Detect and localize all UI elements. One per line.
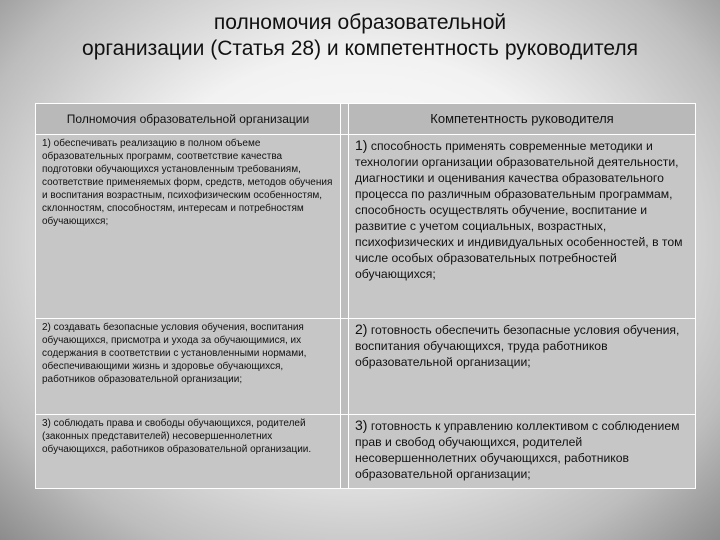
column-gap xyxy=(341,319,349,415)
competence-text-1: способность применять современные методики и технологии организации образовательной деятельности, диагностики и оценивания качества образовательного процесса по различным образовательным программам, способность осуществлять обучение, воспитание и развитие с учетом социальных, возрастных, психофизических и индивидуальных особенностей, в том числе особых образовательных потребностей обучающихся; xyxy=(355,139,683,281)
title-line-2: организации (Статья 28) и компетентность руководителя xyxy=(82,37,638,60)
column-gap xyxy=(341,104,349,135)
column-gap xyxy=(341,135,349,319)
powers-cell-3: 3) соблюдать права и свободы обучающихся, родителей (законных представителей) несовершеннолетних обучающихся, работников образовательной организации. xyxy=(36,415,341,489)
competence-number-2: 2) xyxy=(355,321,368,337)
competence-cell-2 xyxy=(349,319,696,415)
comparison-table xyxy=(35,103,696,489)
competence-text-3: готовность к управлению коллективом с соблюдением прав и свобод обучающихся, родителей несовершеннолетних обучающихся, работников образовательной организации; xyxy=(355,419,680,481)
table-header-row xyxy=(36,104,696,135)
competence-cell-1 xyxy=(349,135,696,319)
header-competence: Компетентность руководителя xyxy=(349,104,696,135)
powers-cell-1: 1) обеспечивать реализацию в полном объеме образовательных программ, соответствие качества подготовки обучающихся установленным требованиям, соответствие применяемых форм, средств, методов обучения и воспитания возрастным, психофизическим особенностям, склонностям, способностям, интересам и потребностям обучающихся; xyxy=(36,135,341,319)
table-row xyxy=(36,135,696,319)
competence-number-1: 1) xyxy=(355,137,368,153)
table-row xyxy=(36,319,696,415)
title-line-1: полномочия образовательной xyxy=(213,11,507,34)
table-row xyxy=(36,415,696,489)
slide-title xyxy=(0,10,720,62)
competence-number-3: 3) xyxy=(355,417,368,433)
competence-text-2: готовность обеспечить безопасные условия обучения, воспитания обучающихся, труда работников образовательной организации; xyxy=(355,323,680,369)
powers-cell-2: 2) создавать безопасные условия обучения, воспитания обучающихся, присмотра и ухода за обучающимися, их содержания в соответствии с установленными нормами, обеспечивающими жизнь и здоровье обучающихся, работников образовательной организации; xyxy=(36,319,341,415)
header-powers: Полномочия образовательной организации xyxy=(36,104,341,135)
column-gap xyxy=(341,415,349,489)
competence-cell-3 xyxy=(349,415,696,489)
